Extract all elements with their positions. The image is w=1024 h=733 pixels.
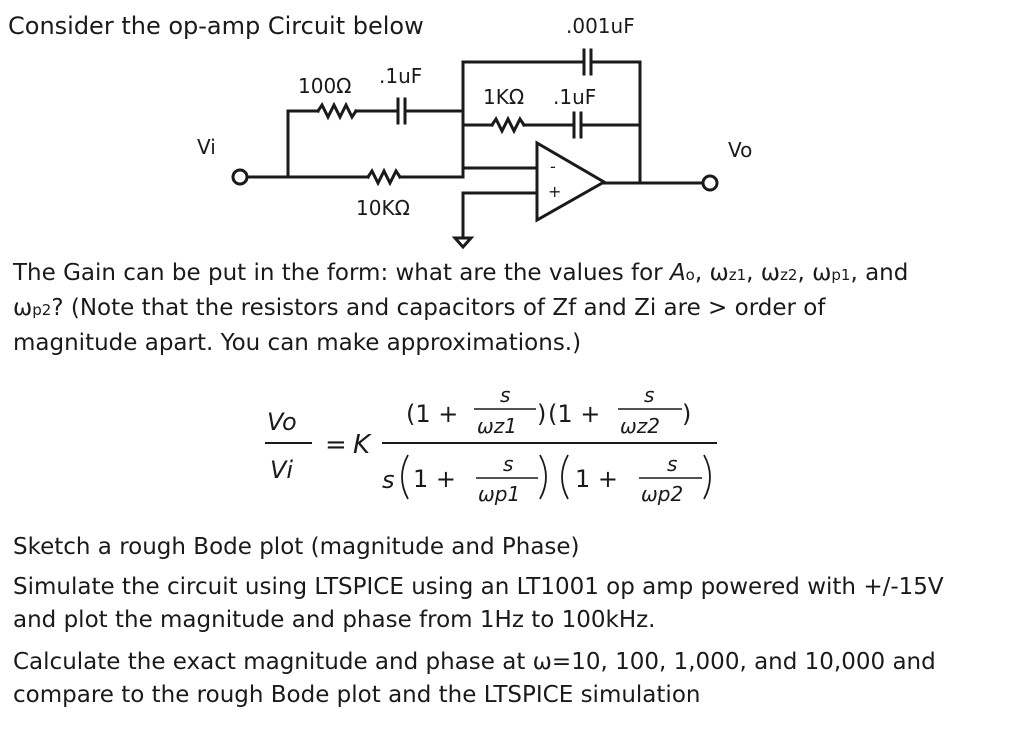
question-line-2 <box>13 292 908 327</box>
transfer-function <box>0 385 1024 525</box>
omega-z1-sub: z1 <box>728 266 747 284</box>
num-s-2: s <box>644 385 655 407</box>
question-line-1 <box>13 257 908 292</box>
den-s-2: s <box>667 452 678 476</box>
calculate-line-1 <box>13 646 936 679</box>
question-line-3: magnitude apart. You can make approximations.) <box>13 330 582 356</box>
num-s-1: s <box>500 385 511 407</box>
vo-terminal <box>703 176 717 190</box>
num-open-1: (1 + <box>406 400 459 428</box>
num-close-1: ) <box>537 400 547 428</box>
ao-symbol: A <box>669 260 686 286</box>
omega-z1: ω <box>709 260 729 286</box>
simulate-line-2: and plot the magnitude and phase from 1Hz to 100kHz. <box>13 607 656 633</box>
omega-p1-sub: p1 <box>831 266 851 284</box>
sep-4: , and <box>850 260 909 286</box>
num-close-2: ) <box>682 400 692 428</box>
calc-text-a: Calculate the exact magnitude and phase at <box>13 649 533 675</box>
question-text-a: The Gain can be put in the form: what are the values for <box>13 260 670 286</box>
equals-sign: = <box>325 430 347 460</box>
omega-z2-sub: z2 <box>780 266 798 284</box>
label-c-001: .001uF <box>566 14 635 38</box>
instruction-simulate <box>13 571 944 637</box>
instruction-calculate <box>13 646 936 712</box>
omega-z2: ω <box>760 260 781 286</box>
instruction-sketch: Sketch a rough Bode plot (magnitude and Phase) <box>13 534 580 560</box>
label-c-left: .1uF <box>379 64 423 88</box>
den-paren-close-1 <box>540 455 546 499</box>
omega-p2: ω <box>13 295 33 321</box>
vi-terminal <box>233 170 247 184</box>
den-one-plus-1: 1 + <box>413 465 457 493</box>
den-s: s <box>382 466 395 494</box>
label-vi: Vi <box>197 135 216 159</box>
circuit-schematic <box>0 0 1024 260</box>
calc-omega: ω <box>532 649 552 675</box>
resistor-100-symbol <box>318 105 356 117</box>
sep-2: , <box>746 260 761 286</box>
den-paren-open-2 <box>562 455 568 499</box>
lhs-denominator: Vi <box>270 456 294 484</box>
ground-symbol <box>455 238 471 247</box>
num-wz1: ωz1 <box>477 414 517 438</box>
sep-1: , <box>694 260 710 286</box>
ao-subscript: o <box>685 266 695 284</box>
den-one-plus-2: 1 + <box>575 465 619 493</box>
calculate-line-2: compare to the rough Bode plot and the LTSPICE simulation <box>13 682 701 708</box>
label-r100: 100Ω <box>298 74 352 98</box>
resistor-1k-symbol <box>492 119 524 131</box>
label-vo: Vo <box>728 138 753 162</box>
num-wz2: ωz2 <box>620 414 660 438</box>
resistor-10k-symbol <box>368 171 400 183</box>
den-paren-open-1 <box>402 455 408 499</box>
simulate-line-1: Simulate the circuit using LTSPICE using an LT1001 op amp powered with +/-15V <box>13 574 944 600</box>
omega-p1: ω <box>812 260 832 286</box>
question-text-b: ? (Note that the resistors and capacitors of Zf and Zi are > order of <box>51 295 826 321</box>
sep-3: , <box>797 260 813 286</box>
den-paren-close-2 <box>704 455 710 499</box>
omega-p2-sub: p2 <box>32 301 52 319</box>
heading-text: Consider the op-amp Circuit below <box>8 12 424 40</box>
lhs-numerator: Vo <box>267 408 297 436</box>
opamp-plus: + <box>548 182 562 201</box>
calc-text-b: =10, 100, 1,000, and 10,000 and <box>551 649 936 675</box>
label-r1k: 1KΩ <box>483 85 525 109</box>
num-open-2: (1 + <box>548 400 601 428</box>
opamp-minus: - <box>550 157 556 176</box>
question-paragraph <box>13 257 908 360</box>
den-wp2: ωp2 <box>641 482 684 506</box>
den-wp1: ωp1 <box>478 482 521 506</box>
den-s-1: s <box>503 452 514 476</box>
label-r10k: 10KΩ <box>356 196 410 220</box>
gain-k: K <box>353 430 371 460</box>
label-c-right: .1uF <box>553 85 597 109</box>
